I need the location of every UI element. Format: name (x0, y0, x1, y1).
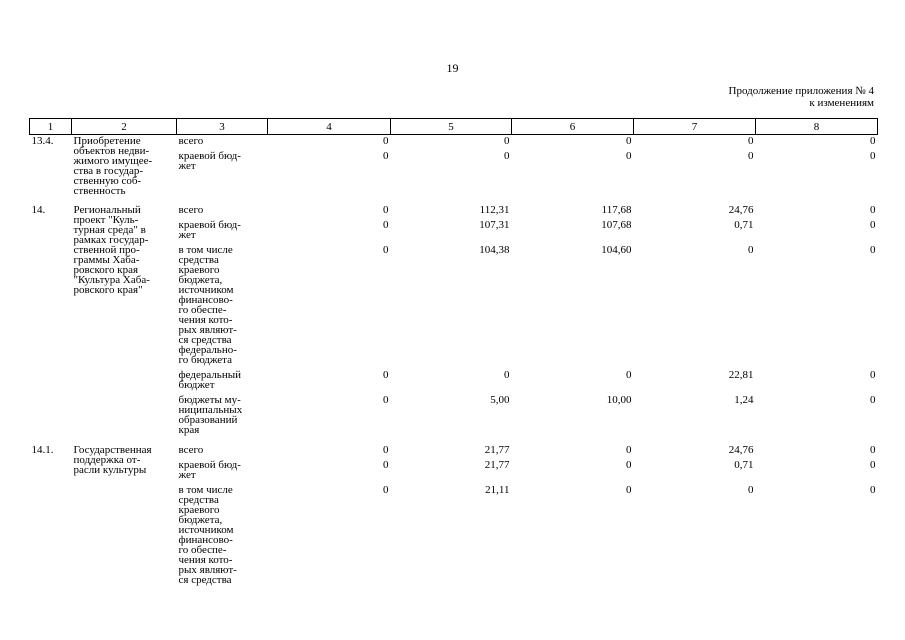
continuation-line-2: к изменениям (809, 97, 874, 109)
column-header: 8 (756, 119, 878, 135)
value-col-8: 0 (870, 444, 876, 456)
value-col-7: 1,24 (734, 394, 754, 406)
value-col-7: 24,76 (728, 204, 754, 216)
continuation-line-1: Продолжение приложения № 4 (728, 85, 874, 97)
column-header: 1 (30, 119, 72, 135)
value-col-4: 0 (383, 219, 389, 231)
column-header: 6 (512, 119, 634, 135)
item-number: 13.4. (31, 135, 54, 147)
value-col-5: 104,38 (479, 244, 510, 256)
value-col-7: 22,81 (728, 369, 754, 381)
table-row (30, 204, 878, 219)
value-col-4: 0 (383, 484, 389, 496)
column-header: 5 (391, 119, 512, 135)
value-col-5: 0 (504, 150, 510, 162)
funding-source: краевой бюд- жет (178, 459, 241, 481)
item-number: 14.1. (31, 444, 54, 456)
value-col-6: 107,68 (601, 219, 632, 231)
value-col-8: 0 (870, 219, 876, 231)
value-col-4: 0 (383, 150, 389, 162)
value-col-4: 0 (383, 204, 389, 216)
value-col-6: 104,60 (601, 244, 632, 256)
funding-source: в том числе средства краевого бюджета, источником финансово- го обеспе- чения кото- рых являют- ся средства федерально- го бюджета (178, 244, 237, 366)
value-col-4: 0 (383, 369, 389, 381)
value-col-8: 0 (870, 150, 876, 162)
value-col-6: 0 (626, 369, 632, 381)
value-col-6: 0 (626, 459, 632, 471)
value-col-5: 21,77 (484, 444, 510, 456)
value-col-8: 0 (870, 135, 876, 147)
value-col-5: 21,77 (484, 459, 510, 471)
value-col-5: 0 (504, 135, 510, 147)
continuation-header (729, 85, 874, 109)
column-header: 4 (268, 119, 391, 135)
value-col-7: 0 (748, 244, 754, 256)
value-col-5: 112,31 (479, 204, 510, 216)
funding-source: федеральный бюджет (178, 369, 241, 391)
value-col-4: 0 (383, 244, 389, 256)
column-header: 2 (72, 119, 177, 135)
page-number: 19 (446, 61, 459, 75)
value-col-4: 0 (383, 394, 389, 406)
value-col-7: 0 (748, 484, 754, 496)
value-col-6: 10,00 (606, 394, 632, 406)
value-col-6: 0 (626, 150, 632, 162)
value-col-8: 0 (870, 369, 876, 381)
item-number: 14. (31, 204, 46, 216)
funding-source: в том числе средства краевого бюджета, источником финансово- го обеспе- чения кото- рых являют- ся средства (178, 484, 237, 586)
funding-source: всего (178, 135, 204, 147)
funding-source: краевой бюд- жет (178, 219, 241, 241)
value-col-8: 0 (870, 484, 876, 496)
value-col-6: 0 (626, 444, 632, 456)
value-col-8: 0 (870, 204, 876, 216)
table-row (30, 444, 878, 459)
value-col-6: 0 (626, 135, 632, 147)
funding-source: всего (178, 204, 204, 216)
value-col-8: 0 (870, 459, 876, 471)
table-row (30, 135, 878, 151)
value-col-5: 107,31 (479, 219, 510, 231)
value-col-7: 0,71 (734, 459, 754, 471)
value-col-8: 0 (870, 244, 876, 256)
value-col-5: 0 (504, 369, 510, 381)
value-col-7: 24,76 (728, 444, 754, 456)
value-col-6: 117,68 (601, 204, 632, 216)
item-name: Региональный проект "Куль- турная среда" в рамках государ- ственной про- граммы Хаба- ровского края "Культура Хаба- ровского края" (73, 204, 150, 296)
budget-table (29, 118, 878, 592)
column-header: 3 (177, 119, 268, 135)
value-col-4: 0 (383, 444, 389, 456)
value-col-6: 0 (626, 484, 632, 496)
value-col-7: 0 (748, 135, 754, 147)
value-col-7: 0,71 (734, 219, 754, 231)
column-number-row (30, 119, 878, 135)
value-col-7: 0 (748, 150, 754, 162)
value-col-5: 21,11 (485, 484, 510, 496)
value-col-4: 0 (383, 459, 389, 471)
item-name: Государственная поддержка от- расли культуры (73, 444, 152, 476)
value-col-5: 5,00 (490, 394, 510, 406)
funding-source: всего (178, 444, 204, 456)
column-header: 7 (634, 119, 756, 135)
value-col-8: 0 (870, 394, 876, 406)
value-col-4: 0 (383, 135, 389, 147)
funding-source: бюджеты му- ниципальных образований края (178, 394, 243, 436)
item-name: Приобретение объектов недви- жимого имущее- ства в государ- ственную соб- ственность (73, 135, 153, 197)
funding-source: краевой бюд- жет (178, 150, 241, 172)
